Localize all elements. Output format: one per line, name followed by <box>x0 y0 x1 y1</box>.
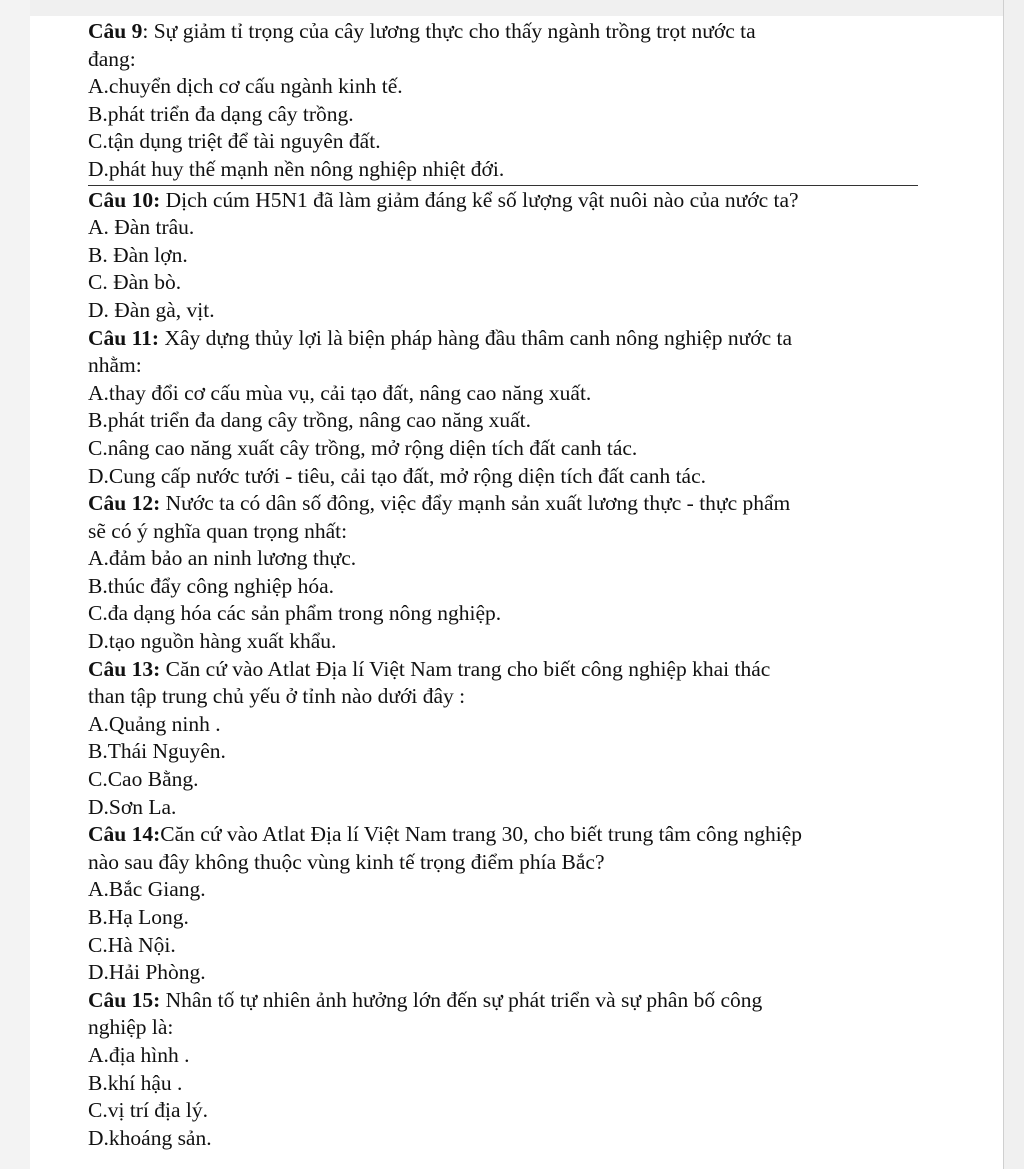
question-13 <box>88 656 988 822</box>
option-b: B.khí hậu . <box>88 1070 183 1095</box>
option-d: D.khoáng sản. <box>88 1125 212 1150</box>
question-stem-line <box>88 18 988 46</box>
question-label: Câu 11: <box>88 325 160 350</box>
question-text: : Sự giảm tỉ trọng của cây lương thực cho thấy ngành trồng trọt nước ta <box>142 19 756 43</box>
question-stem-line <box>88 656 988 684</box>
question-stem-line <box>88 325 988 353</box>
question-text: Nước ta có dân số đông, việc đẩy mạnh sản xuất lương thực - thực phẩm <box>160 491 791 516</box>
question-14 <box>88 821 988 987</box>
option-a: A.Bắc Giang. <box>88 877 206 902</box>
option-c: C.nâng cao năng xuất cây trồng, mở rộng diện tích đất canh tác. <box>88 435 638 460</box>
question-15 <box>88 987 988 1153</box>
option-c: C.Cao Bằng. <box>88 767 199 792</box>
question-text: Xây dựng thủy lợi là biện pháp hàng đầu thâm canh nông nghiệp nước ta <box>159 325 793 350</box>
option-a: A.Quảng ninh . <box>88 711 221 736</box>
question-stem-line: đang: <box>88 46 136 71</box>
question-text: Dịch cúm H5N1 đã làm giảm đáng kể số lượng vật nuôi nào của nước ta? <box>160 187 799 212</box>
option-b: B.Thái Nguyên. <box>88 739 226 764</box>
question-label: Câu 10: <box>88 187 161 212</box>
option-b: B.thúc đẩy công nghiệp hóa. <box>88 573 335 598</box>
option-b: B.Hạ Long. <box>88 905 189 929</box>
option-a: A.đảm bảo an ninh lương thực. <box>88 546 357 571</box>
question-text: Nhân tố tự nhiên ảnh hưởng lớn đến sự phát triển và sự phân bố công <box>160 987 763 1012</box>
option-a: A.chuyển dịch cơ cấu ngành kinh tế. <box>88 74 403 99</box>
question-stem-line <box>88 821 988 849</box>
option-d: D.tạo nguồn hàng xuất khẩu. <box>88 629 337 654</box>
option-a: A.địa hình . <box>88 1042 190 1067</box>
top-bar <box>0 0 1024 16</box>
question-label: Câu 12: <box>88 491 161 516</box>
left-margin <box>0 0 30 1169</box>
question-label: Câu 15: <box>88 987 161 1012</box>
option-a: A.thay đổi cơ cấu mùa vụ, cải tạo đất, nâng cao năng xuất. <box>88 380 592 405</box>
question-12 <box>88 490 988 656</box>
question-text: Căn cứ vào Atlat Địa lí Việt Nam trang 30, cho biết trung tâm công nghiệp <box>160 822 802 847</box>
question-text: Căn cứ vào Atlat Địa lí Việt Nam trang cho biết công nghiệp khai thác <box>160 656 771 681</box>
option-d: D.phát huy thế mạnh nền nông nghiệp nhiệt đới. <box>88 156 505 181</box>
option-c: C.đa dạng hóa các sản phẩm trong nông nghiệp. <box>88 601 502 626</box>
option-d: D.Hải Phòng. <box>88 960 206 985</box>
option-d: D.Sơn La. <box>88 794 177 819</box>
vertical-scrollbar[interactable] <box>1003 0 1024 1169</box>
question-stem-line: nhằm: <box>88 353 142 378</box>
question-11 <box>88 325 988 491</box>
question-stem-line: sẽ có ý nghĩa quan trọng nhất: <box>88 518 348 543</box>
option-c: C. Đàn bò. <box>88 270 182 295</box>
section-divider <box>88 185 918 186</box>
option-c: C.vị trí địa lý. <box>88 1098 209 1123</box>
document-page <box>88 18 988 1152</box>
option-b: B.phát triển đa dang cây trồng, nâng cao năng xuất. <box>88 408 531 433</box>
question-stem-line: nào sau đây không thuộc vùng kinh tế trọng điểm phía Bắc? <box>88 849 605 874</box>
question-stem-line: than tập trung chủ yếu ở tỉnh nào dưới đây : <box>88 684 466 709</box>
question-stem-line <box>88 490 988 518</box>
option-d: D.Cung cấp nước tưới - tiêu, cải tạo đất, mở rộng diện tích đất canh tác. <box>88 463 707 488</box>
question-stem-line <box>88 987 988 1015</box>
question-label: Câu 14: <box>88 822 161 847</box>
question-label: Câu 13: <box>88 656 161 681</box>
question-10 <box>88 187 988 325</box>
option-c: C.Hà Nội. <box>88 932 176 957</box>
option-b: B.phát triển đa dạng cây trồng. <box>88 101 354 126</box>
option-a: A. Đàn trâu. <box>88 215 195 240</box>
option-b: B. Đàn lợn. <box>88 242 188 267</box>
question-label: Câu 9 <box>88 19 143 43</box>
option-d: D. Đàn gà, vịt. <box>88 297 215 322</box>
question-stem-line <box>88 187 988 215</box>
question-stem-line: nghiệp là: <box>88 1015 174 1040</box>
question-9 <box>88 18 988 184</box>
option-c: C.tận dụng triệt để tài nguyên đất. <box>88 129 381 154</box>
